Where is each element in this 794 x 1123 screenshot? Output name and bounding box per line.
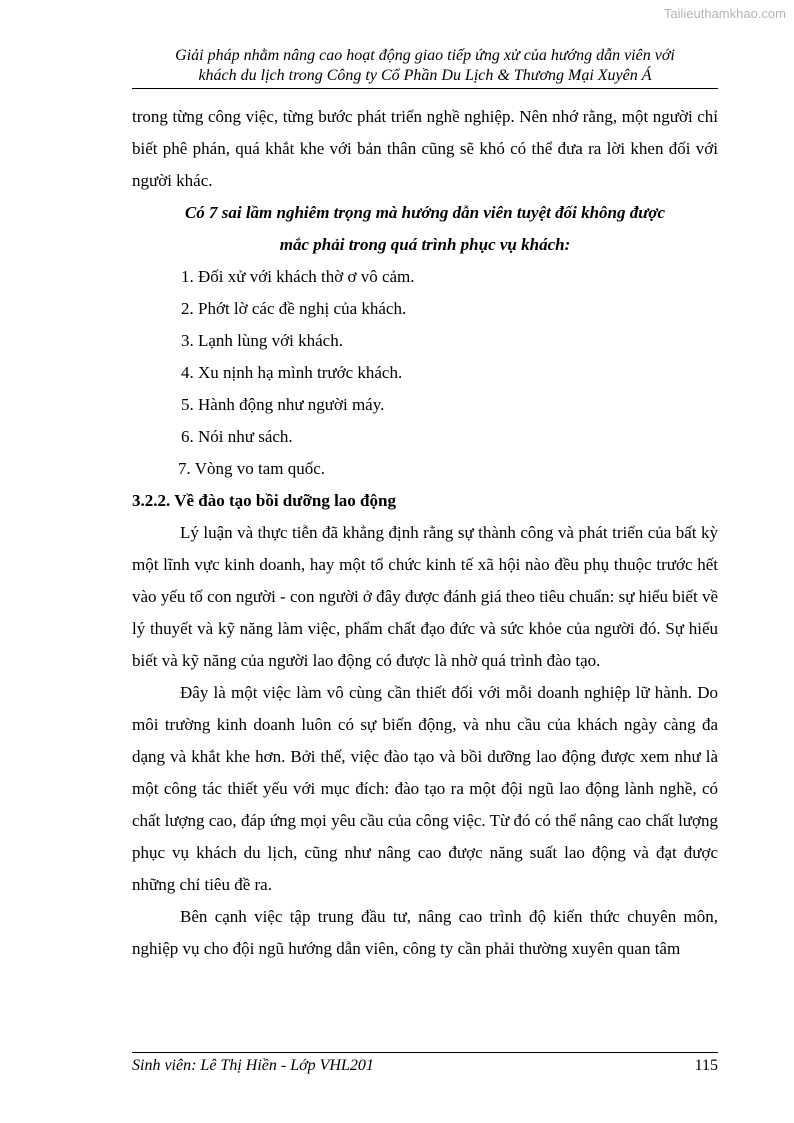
intro-paragraph: trong từng công việc, từng bước phát triển nghề nghiệp. Nên nhớ rằng, một người chỉ biết phê phán, quá khắt khe với bản thân cũng sẽ khó có thể đưa ra lời khen đối với người khác. [132,107,718,190]
paragraph-2: Đây là một việc làm vô cùng cần thiết đối với mỗi doanh nghiệp lữ hành. Do môi trường kinh doanh luôn có sự biến động, và nhu cầu của khách ngày càng đa dạng và khắt khe hơn. Bởi thế, việc đào tạo và bồi dưỡng lao động được xem như là một công tác thiết yếu với mục đích: đào tạo ra một đội ngũ lao động lành nghề, có chất lượng cao, đáp ứng mọi yêu cầu của công việc. Từ đó có thể nâng cao chất lượng phục vụ khách du lịch, cũng như nâng cao được năng suất lao động và đạt được những chỉ tiêu đề ra. [132,683,718,894]
page-footer [132,1052,718,1075]
document-body [132,101,718,965]
header-line-1: Giải pháp nhằm nâng cao hoạt động giao tiếp ứng xử của hướng dẫn viên với [175,47,675,64]
mistakes-list [132,261,718,485]
list-item: 2. Phớt lờ các đề nghị của khách. [181,299,407,318]
paragraph-1: Lý luận và thực tiễn đã khẳng định rằng sự thành công và phát triển của bất kỳ một lĩnh vực kinh doanh, hay một tổ chức kinh tế xã hội nào đều phụ thuộc trước hết vào yếu tố con người - con người ở đây được đánh giá theo tiêu chuẩn: sự hiểu biết về lý thuyết và kỹ năng làm việc, phẩm chất đạo đức và sức khỏe của người đó. Sự hiểu biết và kỹ năng của người lao động có được là nhờ quá trình đào tạo. [132,523,718,670]
list-item: 4. Xu nịnh hạ mình trước khách. [181,363,403,382]
student-info: Sinh viên: Lê Thị Hiền - Lớp VHL201 [132,1057,374,1074]
section-title: 3.2.2. Về đào tạo bồi dưỡng lao động [132,491,396,510]
list-item: 7. Vòng vo tam quốc. [178,459,326,478]
watermark: Tailieuthamkhao.com [663,6,786,21]
list-item: 1. Đối xử với khách thờ ơ vô cảm. [181,267,415,286]
page-header [132,46,718,89]
emphasis-line-2: mắc phải trong quá trình phục vụ khách: [279,235,571,254]
page-number: 115 [694,1057,718,1074]
list-item: 6. Nói như sách. [181,427,293,446]
paragraph-3: Bên cạnh việc tập trung đầu tư, nâng cao trình độ kiến thức chuyên môn, nghiệp vụ cho đội ngũ hướng dẫn viên, công ty cần phải thường xuyên quan tâm [132,907,718,958]
list-item: 5. Hành động như người máy. [181,395,385,414]
list-item: 3. Lạnh lùng với khách. [181,331,343,350]
emphasis-line-1: Có 7 sai lầm nghiêm trọng mà hướng dẫn viên tuyệt đối không được [184,203,666,222]
header-line-2: khách du lịch trong Công ty Cổ Phần Du Lịch & Thương Mại Xuyên Á [198,67,652,84]
